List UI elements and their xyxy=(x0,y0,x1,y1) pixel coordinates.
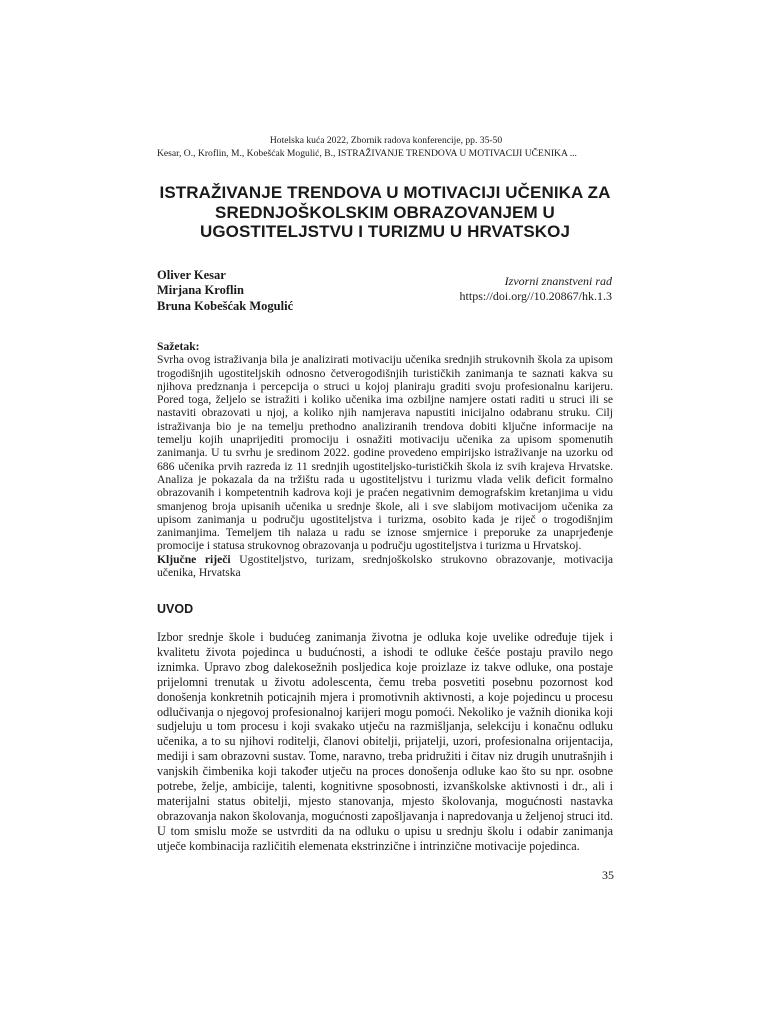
author-name: Oliver Kesar xyxy=(157,268,226,282)
paper-title: ISTRAŽIVANJE TRENDOVA U MOTIVACIJI UČENIKA ZA SREDNJOŠKOLSKIM OBRAZOVANJEM U UGOSTITELJSTVU I TURIZMU U HRVATSKOJ xyxy=(159,183,611,241)
citation-line: Kesar, O., Kroflin, M., Kobešćak Mogulić, B., ISTRAŽIVANJE TRENDOVA U MOTIVACIJI UČENIKA ... xyxy=(157,148,577,159)
paper-type: Izvorni znanstveni rad xyxy=(504,274,612,288)
journal-line: Hotelska kuća 2022, Zbornik radova konferencije, pp. 35-50 xyxy=(269,135,503,146)
doi-link[interactable]: https://doi.org//10.20867/hk.1.3 xyxy=(459,289,612,303)
section-heading: UVOD xyxy=(157,602,194,616)
abstract-heading: Sažetak: xyxy=(157,340,200,353)
paper-meta xyxy=(460,274,612,304)
author-list xyxy=(157,268,293,314)
page-number: 35 xyxy=(602,868,614,882)
abstract-text: Svrha ovog istraživanja bila je analizirati motivaciju učenika srednjih strukovnih škola za upisom trogodišnjih ugostiteljskih odnosno četverogodišnjih turističkih zanimanja te saznati kakva su njihova predznanja i percepcija o struci u kojoj planiraju graditi svoju profesionalnu karijeru. Pored toga, željelo se istražiti i koliko učenika ima ozbiljne namjere ostati raditi u struci ili se nastaviti obrazovati u njoj, a koliko njih namjerava napustiti inicijalno odabranu struku. Cilj istraživanja bio je na temelju prethodno analiziranih trendova dobiti ključne informacije na temelju kojih unaprijediti promociju i osnažiti motivaciju učenika za upisom spomenutih zanimanja. U tu svrhu je sredinom 2022. godine provedeno empirijsko istraživanje na uzorku od 686 učenika prvih razreda iz 11 srednjih ugostiteljsko-turističkih škola iz svih krajeva Hrvatske. Analiza je pokazala da na tržištu rada u ugostiteljstvu i turizmu vlada velik deficit formalno obrazovanih i kompetentnih kadrova koji je praćen negativnim demografskim kretanjima u vidu smanjenog broja upisanih učenika u srednje škole, ali i sve slabijom motivacijom učenika za upisom zanimanja u području ugostiteljstva i turizma, osobito kada je riječ o trogodišnjim zanimanjima. Temeljem tih nalaza u radu se iznose smjernice i preporuke za unaprjeđenje promocije i statusa strukovnog obrazovanja u području ugostiteljstva i turizma u Hrvatskoj. xyxy=(157,353,613,553)
keywords xyxy=(157,553,613,580)
section-body: Izbor srednje škole i budućeg zanimanja životna je odluka koje uvelike određuje tijek i kvalitetu života pojedinca u budućnosti, a ishodi te odluke češće postaju pravilo nego iznimka. Upravo zbog dalekosežnih posljedica koje proizlaze iz takve odluke, ona postaje prijelomni trenutak u životu adolescenta, čemu treba posvetiti posebnu pozornost kod donošenja konkretnih poticajnih mjera i promotivnih aktivnosti, a koje pojedincu u procesu odlučivanja o njegovoj profesionalnoj karijeri mogu pomoći. Nekoliko je važnih dionika koji sudjeluju u tom procesu i koji svakako utječu na razmišljanja, selekciju i konačnu odluku učenika, a to su njihovi roditelji, članovi obitelji, prijatelji, uzori, profesionalna orijentacija, mediji i sam obrazovni sustav. Tome, naravno, treba pridružiti i čitav niz drugih unutrašnjih i vanjskih čimbenika koji također utječu na proces donošenja odluke kao što su npr. osobne potrebe, želje, ambicije, talenti, kognitivne sposobnosti, izvanškolske aktivnosti i dr., ali i materijalni status obitelji, mjesto stanovanja, mjesto školovanja, mogućnosti nastavka obrazovanja nakon školovanja, mogućnosti zapošljavanja i napredovanja u željenoj struci itd. U tom smislu može se ustvrditi da na odluku o upisu u srednju školu i odabir zanimanja utječe kombinacija različitih elemenata ekstrinzične i intrinzične motivacije pojedinca. xyxy=(157,630,613,853)
author-name: Mirjana Kroflin xyxy=(157,283,244,298)
keywords-label: Ključne riječi xyxy=(157,552,231,566)
abstract xyxy=(157,340,613,579)
running-header xyxy=(157,134,615,160)
keywords-text: Ugostiteljstvo, turizam, srednjoškolsko strukovno obrazovanje, motivacija učenika, Hrvatska xyxy=(157,552,613,580)
author-name: Bruna Kobešćak Mogulić xyxy=(157,298,294,313)
